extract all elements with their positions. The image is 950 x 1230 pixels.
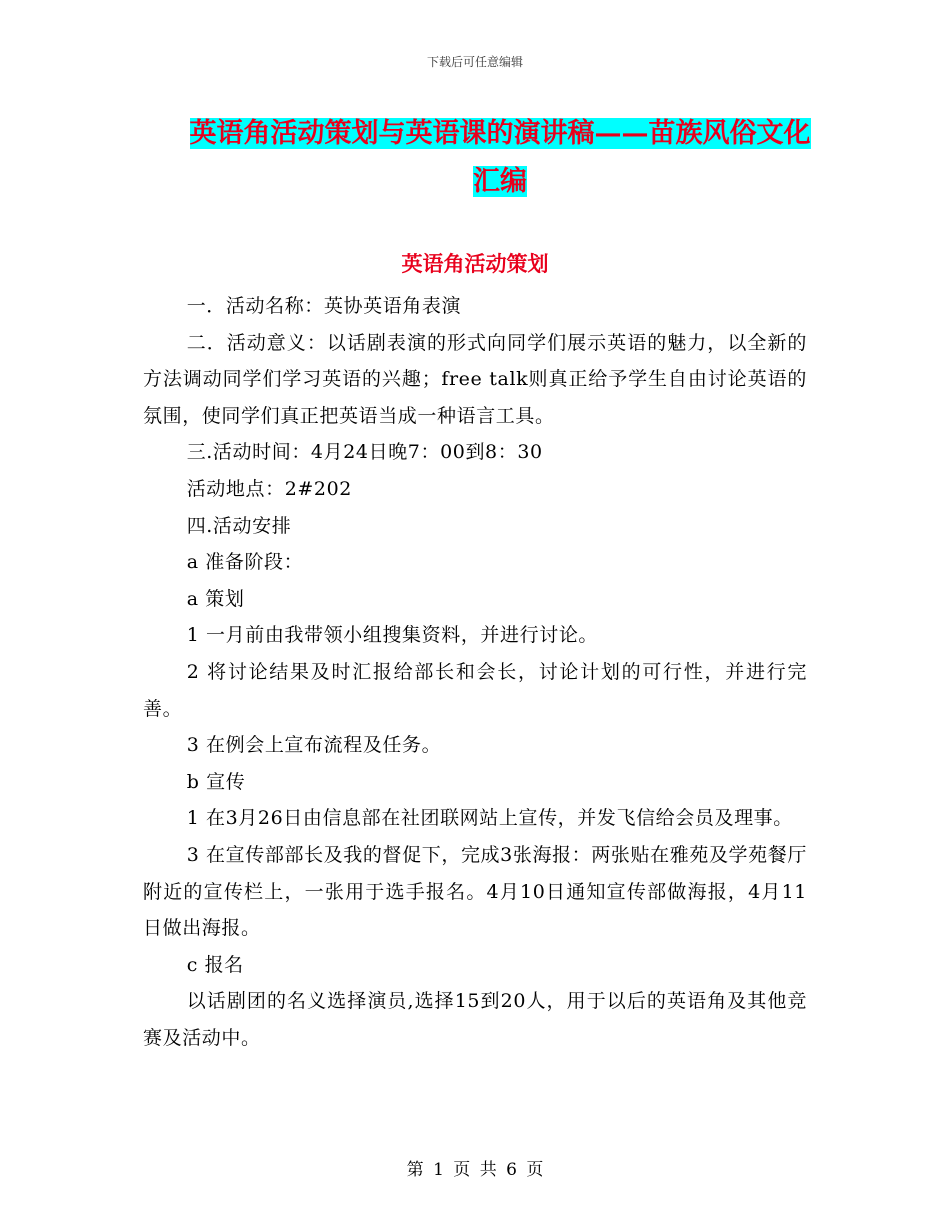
paragraph: 四.活动安排 xyxy=(186,514,292,537)
document-title xyxy=(180,110,820,206)
document-body xyxy=(143,288,807,1056)
paragraph: 1 在3月26日由信息部在社团联网站上宣传，并发飞信给会员及理事。 xyxy=(186,807,793,830)
paragraph: 活动地点：2#202 xyxy=(186,477,352,500)
page-footer: 第 1 页 共 6 页 xyxy=(406,1160,544,1180)
section-title: 英语角活动策划 xyxy=(401,251,549,276)
paragraph: 3 在宣传部部长及我的督促下，完成3张海报：两张贴在雅苑及学苑餐厅附近的宣传栏上，一张用于选手报名。4月10日通知宣传部做海报，4月11日做出海报。 xyxy=(143,843,807,940)
paragraph: 2 将讨论结果及时汇报给部长和会长，讨论计划的可行性，并进行完善。 xyxy=(143,660,807,720)
paragraph: a 策划 xyxy=(186,587,245,610)
document-title-line-1: 英语角活动策划与英语课的演讲稿——苗族风俗文化 xyxy=(189,118,811,149)
paragraph: c 报名 xyxy=(186,953,244,976)
paragraph: 二．活动意义：以话剧表演的形式向同学们展示英语的魅力，以全新的方法调动同学们学习英语的兴趣；free talk则真正给予学生自由讨论英语的氛围，使同学们真正把英语当成一种语言工具。 xyxy=(143,331,807,427)
paragraph: 3 在例会上宣布流程及任务。 xyxy=(186,734,442,757)
paragraph: 三.活动时间：4月24日晚7：00到8：30 xyxy=(186,441,543,464)
paragraph: b 宣传 xyxy=(186,770,246,793)
page-header: 下载后可任意编辑 xyxy=(426,55,523,69)
document-title-line-2: 汇编 xyxy=(473,166,527,197)
paragraph: 1 一月前由我带领小组搜集资料，并进行讨论。 xyxy=(186,624,599,647)
paragraph: 一．活动名称：英协英语角表演 xyxy=(186,295,462,317)
paragraph: 以话剧团的名义选择演员,选择15到20人，用于以后的英语角及其他竞赛及活动中。 xyxy=(143,990,807,1049)
paragraph: a 准备阶段： xyxy=(186,551,304,574)
